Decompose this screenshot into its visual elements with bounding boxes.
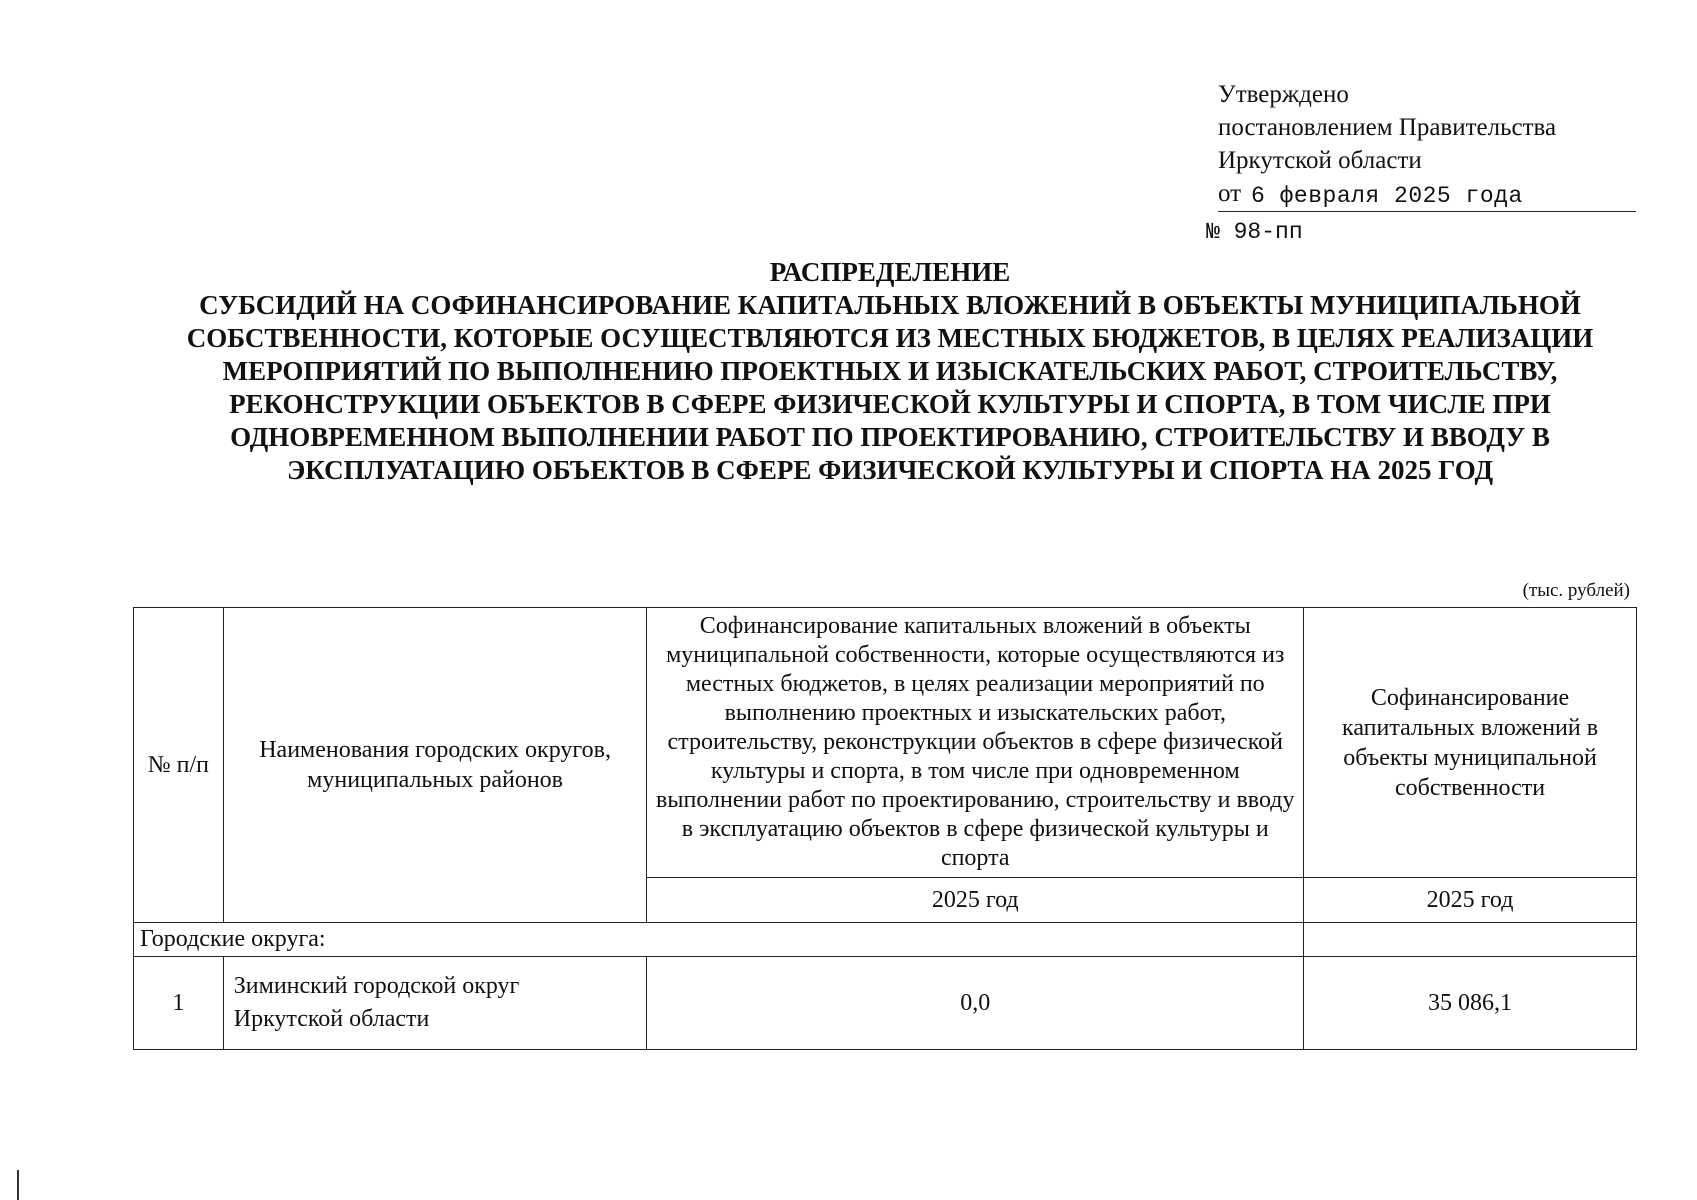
row-value4: 35 086,1 bbox=[1304, 957, 1637, 1050]
approval-line-region: Иркутской области bbox=[1218, 147, 1422, 174]
row-value3: 0,0 bbox=[647, 957, 1304, 1050]
header-year3: 2025 год bbox=[647, 878, 1304, 923]
title-heading: РАСПРЕДЕЛЕНИЕ bbox=[769, 257, 1011, 287]
table-row bbox=[134, 957, 1637, 1050]
row-name-line1: Зиминский городской округ bbox=[233, 973, 520, 999]
header-year4: 2025 год bbox=[1304, 878, 1637, 923]
approval-date-line bbox=[1218, 177, 1636, 212]
header-name: Наименования городских округов, муниципальных районов bbox=[223, 608, 647, 923]
header-num: № п/п bbox=[134, 608, 224, 923]
allocation-table bbox=[133, 607, 1637, 1050]
row-name-line2: Иркутской области bbox=[233, 1006, 430, 1032]
group-label: Городские округа: bbox=[134, 923, 1304, 957]
header-col3: Софинансирование капитальных вложений в объекты муниципальной собственности, которые осуществляются из местных бюджетов, в целях реализации мероприятий по выполнению проектных и изыскательских работ, строительству, реконструкции объектов в сфере физической культуры и спорта, в том числе при одновременном выполнении работ по проектированию, строительству и вводу в эксплуатацию объектов в сфере физической культуры и спорта bbox=[647, 608, 1304, 878]
document-title bbox=[130, 256, 1650, 487]
header-col4: Софинансирование капитальных вложений в объекты муниципальной собственности bbox=[1304, 608, 1637, 878]
approval-line-approved: Утверждено bbox=[1218, 81, 1349, 108]
title-subtitle: СУБСИДИЙ НА СОФИНАНСИРОВАНИЕ КАПИТАЛЬНЫХ ВЛОЖЕНИЙ В ОБЪЕКТЫ МУНИЦИПАЛЬНОЙ СОБСТВЕННОСТИ, КОТОРЫЕ ОСУЩЕСТВЛЯЮТСЯ ИЗ МЕСТНЫХ БЮДЖЕТОВ, В ЦЕЛЯХ РЕАЛИЗАЦИИ МЕРОПРИЯТИЙ ПО ВЫПОЛНЕНИЮ ПРОЕКТНЫХ И ИЗЫСКАТЕЛЬСКИХ РАБОТ, СТРОИТЕЛЬСТВУ, РЕКОНСТРУКЦИИ ОБЪЕКТОВ В СФЕРЕ ФИЗИЧЕСКОЙ КУЛЬТУРЫ И СПОРТА, В ТОМ ЧИСЛЕ ПРИ ОДНОВРЕМЕННОМ ВЫПОЛНЕНИИ РАБОТ ПО ПРОЕКТИРОВАНИЮ, СТРОИТЕЛЬСТВУ И ВВОДУ В ЭКСПЛУАТАЦИЮ ОБЪЕКТОВ В СФЕРЕ ФИЗИЧЕСКОЙ КУЛЬТУРЫ И СПОРТА НА 2025 ГОД bbox=[186, 290, 1594, 485]
units-note: (тыс. рублей) bbox=[1522, 580, 1630, 601]
approval-number: № 98-пп bbox=[1206, 219, 1303, 245]
approval-line-resolution: постановлением Правительства bbox=[1218, 114, 1557, 141]
row-name bbox=[223, 957, 647, 1050]
group-row bbox=[134, 923, 1637, 957]
row-num: 1 bbox=[134, 957, 224, 1050]
approval-block bbox=[1206, 78, 1638, 245]
approval-date-label: от bbox=[1218, 180, 1242, 207]
group-empty-cell bbox=[1304, 923, 1637, 957]
approval-date-value: 6 февраля 2025 года bbox=[1251, 183, 1523, 209]
table-header-row bbox=[134, 608, 1637, 878]
scan-margin-mark bbox=[17, 1170, 19, 1200]
